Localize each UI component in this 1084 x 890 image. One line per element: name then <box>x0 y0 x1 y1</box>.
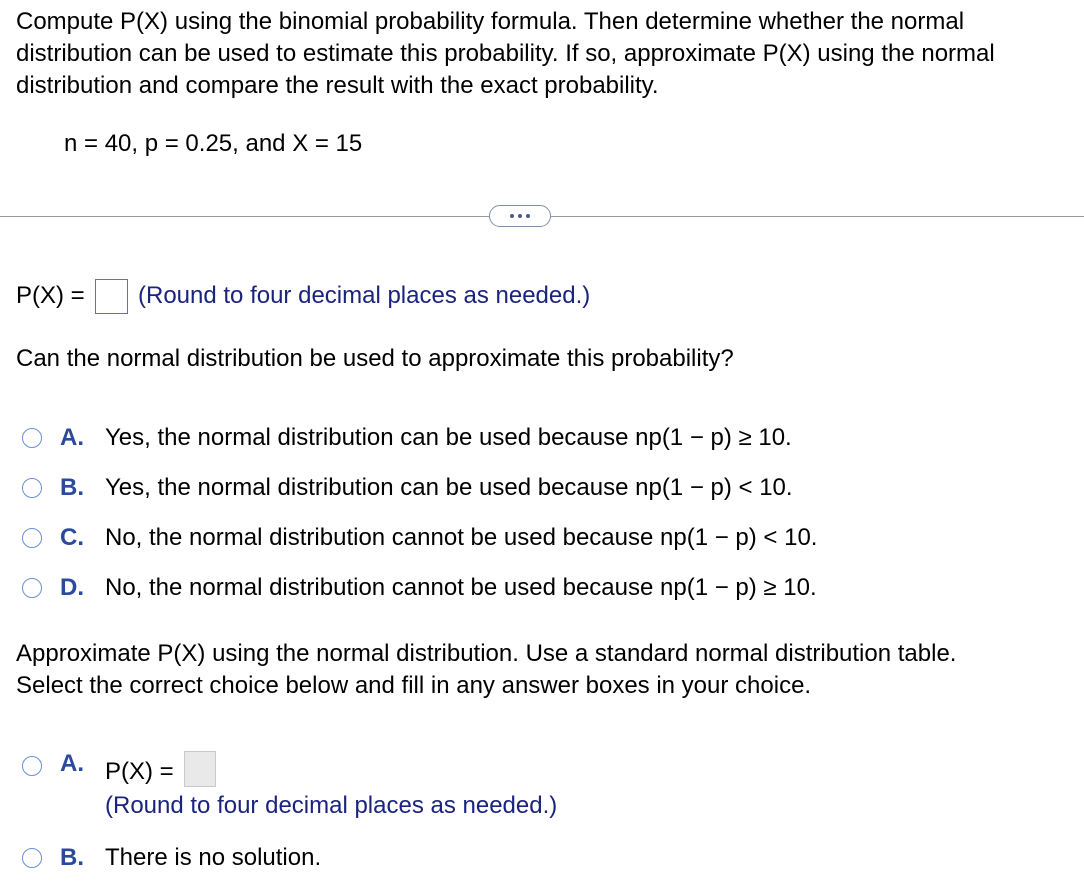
approx-option-a-row[interactable] <box>0 748 700 828</box>
approx-option-b-radio[interactable] <box>22 848 42 868</box>
option-c-row[interactable] <box>0 520 900 556</box>
option-c-radio[interactable] <box>22 528 42 548</box>
round-hint: (Round to four decimal places as needed.) <box>138 282 591 309</box>
ellipsis-icon <box>510 214 514 218</box>
question-prompt-line-2: distribution can be used to estimate this probability. If so, approximate P(X) using the normal <box>16 40 995 67</box>
option-d-text: No, the normal distribution cannot be used because np(1 − p) ≥ 10. <box>105 574 817 601</box>
option-b-row[interactable] <box>0 470 900 506</box>
option-d-letter: D. <box>60 574 84 601</box>
approx-option-a-letter: A. <box>60 750 84 777</box>
approx-px-label: P(X) = <box>105 758 174 785</box>
approx-option-b-row[interactable] <box>0 840 700 876</box>
normal-approx-question: Can the normal distribution be used to approximate this probability? <box>16 345 734 372</box>
show-more-button[interactable] <box>489 205 551 227</box>
option-b-letter: B. <box>60 474 84 501</box>
approx-option-b-letter: B. <box>60 844 84 871</box>
approx-prompt-line-1: Approximate P(X) using the normal distribution. Use a standard normal distribution table. <box>16 640 957 667</box>
approx-px-input[interactable] <box>184 751 216 787</box>
option-a-letter: A. <box>60 424 84 451</box>
question-prompt-line-1: Compute P(X) using the binomial probability formula. Then determine whether the normal <box>16 8 965 35</box>
approx-option-a-radio[interactable] <box>22 756 42 776</box>
option-b-text: Yes, the normal distribution can be used because np(1 − p) < 10. <box>105 474 793 501</box>
option-c-letter: C. <box>60 524 84 551</box>
approx-round-hint: (Round to four decimal places as needed.) <box>105 792 558 819</box>
question-prompt-line-3: distribution and compare the result with the exact probability. <box>16 72 659 99</box>
option-d-radio[interactable] <box>22 578 42 598</box>
approx-prompt-line-2: Select the correct choice below and fill in any answer boxes in your choice. <box>16 672 812 699</box>
option-a-text: Yes, the normal distribution can be used because np(1 − p) ≥ 10. <box>105 424 792 451</box>
px-answer-input[interactable] <box>95 279 128 314</box>
option-a-radio[interactable] <box>22 428 42 448</box>
option-d-row[interactable] <box>0 570 900 606</box>
px-label: P(X) = <box>16 282 85 309</box>
option-a-row[interactable] <box>0 420 900 456</box>
option-b-radio[interactable] <box>22 478 42 498</box>
given-values: n = 40, p = 0.25, and X = 15 <box>64 130 363 157</box>
option-c-text: No, the normal distribution cannot be used because np(1 − p) < 10. <box>105 524 818 551</box>
approx-option-b-text: There is no solution. <box>105 844 322 871</box>
